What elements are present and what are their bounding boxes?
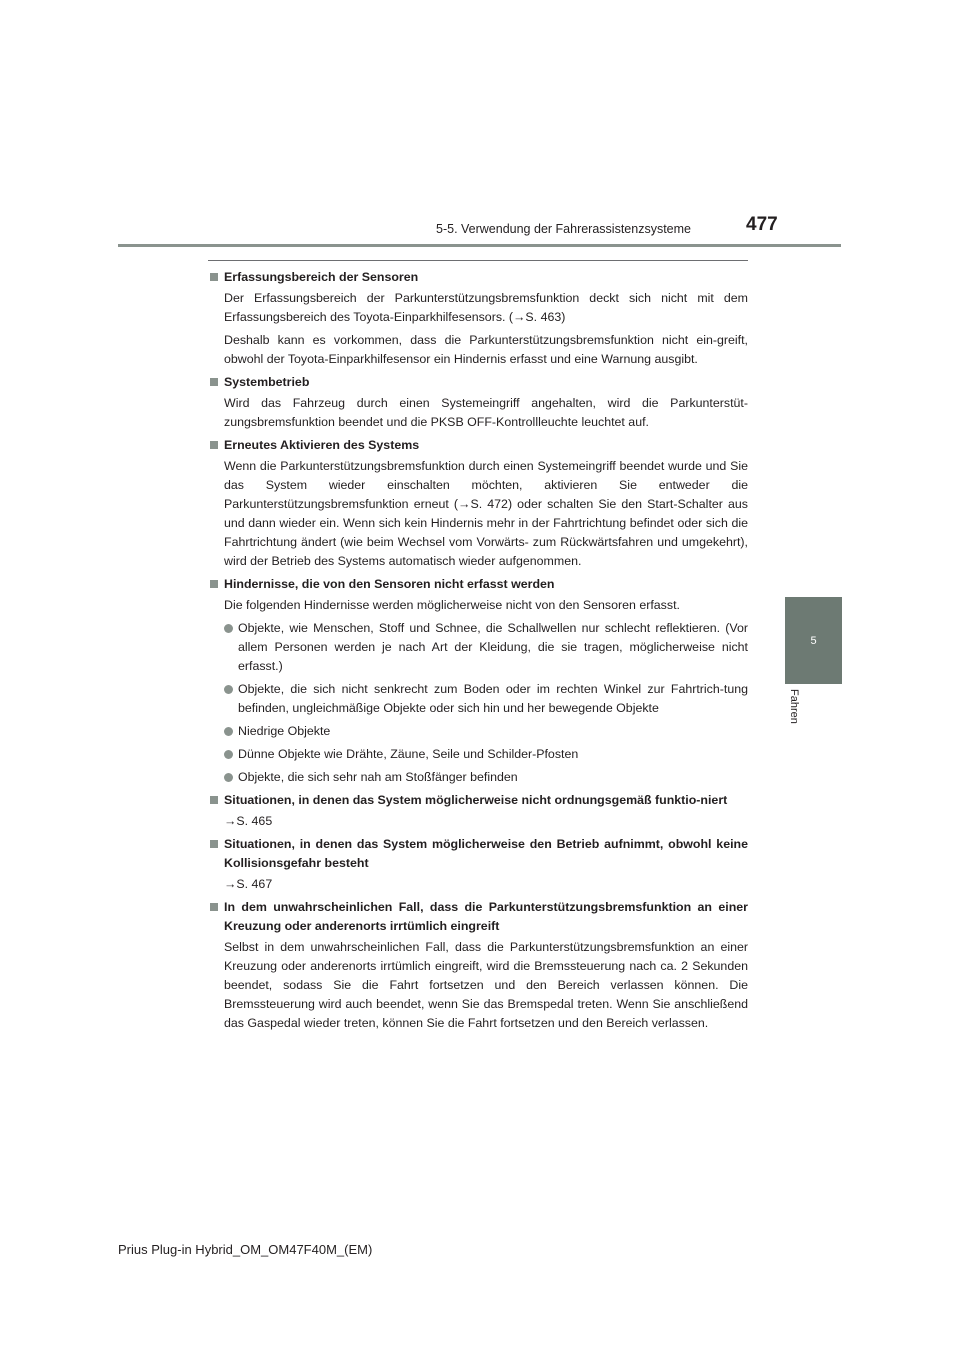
page-reference-link[interactable]: →S. 467 bbox=[224, 877, 273, 891]
section-heading-text: In dem unwahrscheinlichen Fall, dass die Parkunterstützungsbremsfunktion an einer Kreuzung oder anderenorts irrtümlich eingreift bbox=[224, 900, 748, 933]
square-bullet-icon bbox=[210, 273, 218, 281]
list-item-text: Niedrige Objekte bbox=[238, 724, 331, 738]
section-erfassungsbereich bbox=[208, 268, 748, 369]
list-item bbox=[208, 619, 748, 676]
chapter-tab[interactable] bbox=[785, 597, 842, 684]
page-reference-link[interactable]: →S. 465 bbox=[224, 814, 273, 828]
list-item-text: Dünne Objekte wie Drähte, Zäune, Seile und Schilder-Pfosten bbox=[238, 747, 579, 761]
list-item-text: Objekte, die sich sehr nah am Stoßfänger befinden bbox=[238, 770, 518, 784]
section-hindernisse bbox=[208, 575, 748, 787]
circle-bullet-icon bbox=[224, 773, 233, 782]
content-top-rule bbox=[208, 260, 748, 261]
section-systembetrieb bbox=[208, 373, 748, 432]
list-item bbox=[208, 768, 748, 787]
list-item bbox=[208, 680, 748, 718]
section-paragraph: Selbst in dem unwahrscheinlichen Fall, dass die Parkunterstützungsbremsfunktion an einer Kreuzung oder anderenorts irrtümlich eingreift, wird die Bremssteuerung nach ca. 2 Sekunden beendet, sodass Sie die Fahrt fortsetzen und den Bereich verlassen können. Die Bremssteuerung wird auch beendet, wenn Sie das Bremspedal treten. Wenn Sie anschließend das Gaspedal wieder treten, können Sie die Fahrt fortsetzen und den Bereich verlassen. bbox=[224, 940, 748, 1030]
section-heading bbox=[208, 268, 748, 287]
section-heading bbox=[208, 575, 748, 594]
section-paragraph: Die folgenden Hindernisse werden möglicherweise nicht von den Sensoren erfasst. bbox=[224, 598, 680, 612]
section-heading-text: Hindernisse, die von den Sensoren nicht erfasst werden bbox=[224, 577, 555, 591]
list-item-text: Objekte, die sich nicht senkrecht zum Boden oder im rechten Winkel zur Fahrtrich-tung befinden, ungleichmäßige Objekte oder sich hin und her bewegende Objekte bbox=[238, 682, 748, 715]
circle-bullet-icon bbox=[224, 685, 233, 694]
list-item-text: Objekte, wie Menschen, Stoff und Schnee, die Schallwellen nur schlecht reflektieren. (Vor allem Personen werden je nach Art der Kleidung, die sie tragen, möglicherweise nicht erfasst.) bbox=[238, 621, 748, 673]
footer-manual-id: Prius Plug-in Hybrid_OM_OM47F40M_(EM) bbox=[118, 1242, 373, 1257]
section-heading-text: Situationen, in denen das System möglicherweise nicht ordnungsgemäß funktio-niert bbox=[224, 793, 728, 807]
square-bullet-icon bbox=[210, 796, 218, 804]
section-irrtuemlicher-eingriff bbox=[208, 898, 748, 1033]
circle-bullet-icon bbox=[224, 624, 233, 633]
circle-bullet-icon bbox=[224, 750, 233, 759]
section-heading bbox=[208, 835, 748, 873]
section-paragraph: Wird das Fahrzeug durch einen Systemeingriff angehalten, wird die Parkunterstüt-zungsbremsfunktion beendet und die PKSB OFF-Kontrollleuchte leuchtet auf. bbox=[224, 396, 748, 429]
section-heading-text: Erneutes Aktivieren des Systems bbox=[224, 438, 420, 452]
section-heading-text: Systembetrieb bbox=[224, 375, 310, 389]
section-unerwarteter-betrieb bbox=[208, 835, 748, 894]
section-paragraph: Wenn die Parkunterstützungsbremsfunktion durch einen Systemeingriff beendet wurde und Sie das System wieder einschalten möchten, aktivieren Sie entweder die Parkunterstützungsbremsfunktion erneut (→S. 472) oder schalten Sie den Start-Schalter aus und dann wieder ein. Wenn sich kein Hindernis mehr in der Fahrtrichtung befindet oder sich die Fahrtrichtung ändert (wie beim Wechsel vom Vorwärts- zum Rückwärtsfahren und umgekehrt), wird der Betrieb des Systems automatisch wieder aufgenommen. bbox=[224, 459, 748, 568]
square-bullet-icon bbox=[210, 580, 218, 588]
section-heading bbox=[208, 436, 748, 455]
section-paragraph: Deshalb kann es vorkommen, dass die Parkunterstützungsbremsfunktion nicht ein-greift, obwohl der Toyota-Einparkhilfesensor ein Hindernis erfasst und eine Warnung ausgibt. bbox=[224, 333, 748, 366]
chapter-tab-number: 5 bbox=[810, 634, 817, 647]
chapter-tab-label: Fahren bbox=[788, 689, 800, 724]
section-heading-text: Situationen, in denen das System möglicherweise den Betrieb aufnimmt, obwohl keine Kollisionsgefahr besteht bbox=[224, 837, 748, 870]
header-title: 5-5. Verwendung der Fahrerassistenzsysteme bbox=[436, 222, 691, 236]
section-erneutes-aktivieren bbox=[208, 436, 748, 571]
section-fehlfunktion bbox=[208, 791, 748, 831]
page-number: 477 bbox=[746, 214, 778, 235]
header-rule bbox=[118, 244, 841, 247]
section-heading bbox=[208, 898, 748, 936]
list-item bbox=[208, 745, 748, 764]
square-bullet-icon bbox=[210, 378, 218, 386]
circle-bullet-icon bbox=[224, 727, 233, 736]
page-content bbox=[208, 268, 748, 1037]
square-bullet-icon bbox=[210, 441, 218, 449]
section-heading bbox=[208, 373, 748, 392]
section-heading bbox=[208, 791, 748, 810]
section-heading-text: Erfassungsbereich der Sensoren bbox=[224, 270, 419, 284]
list-item bbox=[208, 722, 748, 741]
square-bullet-icon bbox=[210, 840, 218, 848]
section-paragraph: Der Erfassungsbereich der Parkunterstützungsbremsfunktion deckt sich nicht mit dem Erfassungsbereich des Toyota-Einparkhilfesensors. (→S. 463) bbox=[224, 291, 748, 324]
square-bullet-icon bbox=[210, 903, 218, 911]
